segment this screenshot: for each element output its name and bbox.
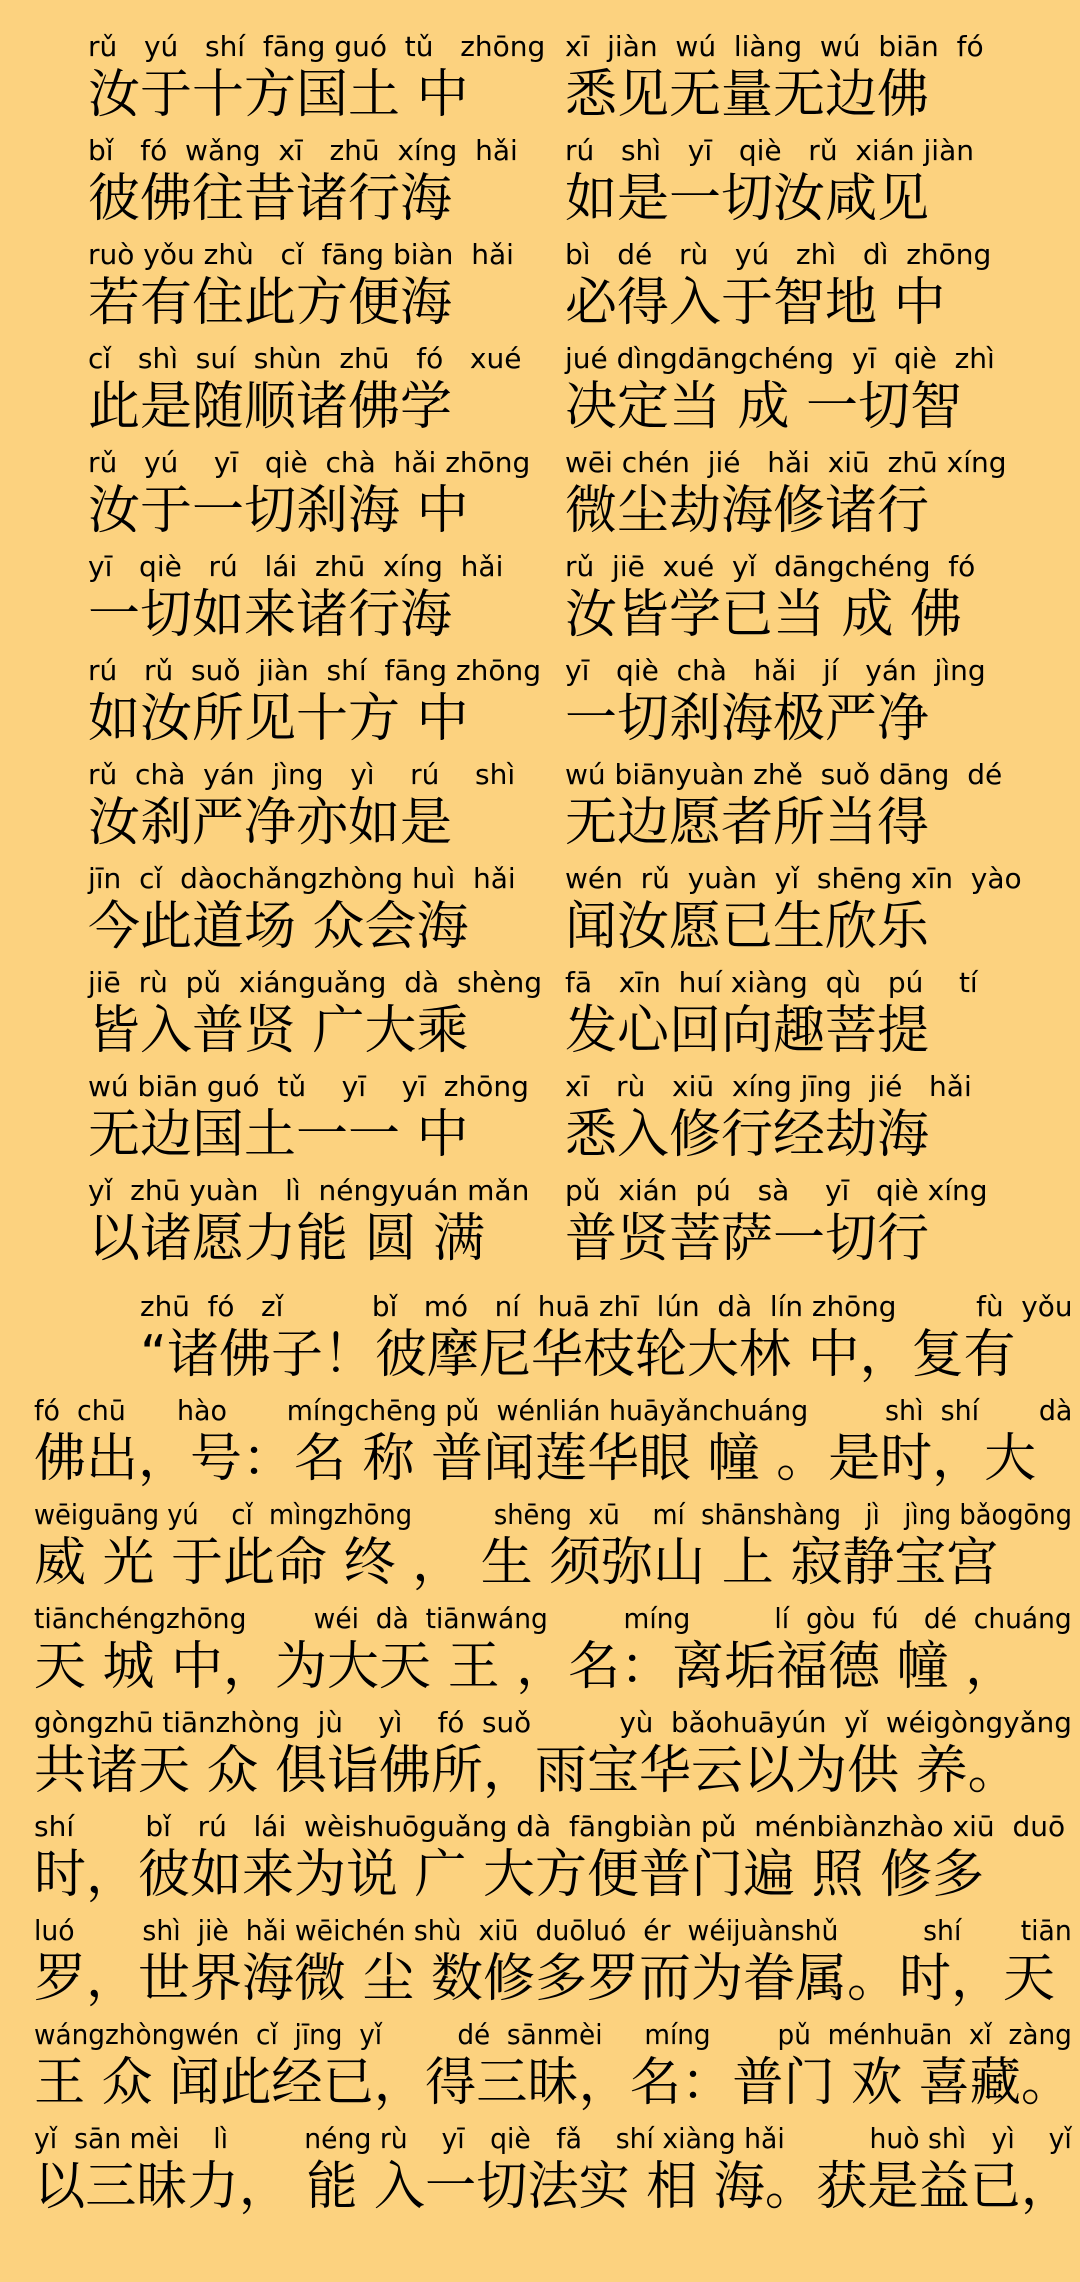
hanzi-line: 彼佛往昔诸行海: [88, 169, 453, 229]
pinyin-line: wú biānyuàn zhě suǒ dāng dé: [565, 758, 1003, 791]
hanzi-line: 时，彼如来为说 广 大方便普门遍 照 修多: [34, 1845, 985, 1905]
hanzi-line: 一切如来诸行海: [88, 585, 453, 645]
hanzi-line: 必得入于智地 中: [565, 273, 946, 333]
pinyin-line: jīn cǐ dàochǎngzhòng huì hǎi: [88, 862, 516, 895]
pinyin-line: yǐ sān mèi lì néng rù yī qiè fǎ shí xiàng hǎi huò shì yì yǐ: [34, 2122, 1072, 2155]
pinyin-line: pǔ xián pú sà yī qiè xíng: [565, 1174, 988, 1207]
pinyin-line: rǔ yú shí fāng guó tǔ zhōng: [88, 30, 546, 63]
hanzi-line: 微尘劫海修诸行: [565, 481, 930, 541]
pinyin-line: zhū fó zǐ bǐ mó ní huā zhī lún dà lín zhōng fù yǒu: [140, 1290, 1073, 1323]
pinyin-line: rú rǔ suǒ jiàn shí fāng zhōng: [88, 654, 541, 687]
pinyin-line: fó chū hào míngchēng pǔ wénlián huāyǎnchuáng shì shí dà: [34, 1394, 1073, 1427]
hanzi-line: 闻汝愿已生欣乐: [565, 897, 930, 957]
pinyin-line: wángzhòngwén cǐ jīng yǐ dé sānmèi míng pǔ ménhuān xǐ zàng: [34, 2018, 1072, 2051]
hanzi-line: 无边愿者所当得: [565, 793, 930, 853]
hanzi-line: 无边国土一一 中: [88, 1105, 469, 1165]
hanzi-line: 以三昧力， 能 入一切法实 相 海。获是益已，: [34, 2157, 1073, 2217]
hanzi-line: 汝于一切刹海 中: [88, 481, 469, 541]
hanzi-line: 佛出，号：名 称 普闻莲华眼 幢 。是时，大: [34, 1429, 1037, 1489]
hanzi-line: 皆入普贤 广大乘: [88, 1001, 469, 1061]
hanzi-line: 王 众 闻此经已，得三昧，名：普门 欢 喜藏。: [34, 2053, 1073, 2113]
pinyin-line: bì dé rù yú zhì dì zhōng: [565, 238, 992, 271]
hanzi-line: 悉见无量无边佛: [565, 65, 930, 125]
pinyin-line: rú shì yī qiè rǔ xián jiàn: [565, 134, 974, 167]
hanzi-line: 汝刹严净亦如是: [88, 793, 453, 853]
pinyin-line: xī rù xiū xíng jīng jié hǎi: [565, 1070, 972, 1103]
pinyin-line: wú biān guó tǔ yī yī zhōng: [88, 1070, 529, 1103]
hanzi-line: 普贤菩萨一切行: [565, 1209, 930, 1269]
hanzi-line: 若有住此方便海: [88, 273, 453, 333]
hanzi-line: 天 城 中，为大天 王 ，名：离垢福德 幢 ，: [34, 1637, 1018, 1697]
pinyin-line: wēi chén jié hǎi xiū zhū xíng: [565, 446, 1007, 479]
pinyin-line: yī qiè chà hǎi jí yán jìng: [565, 654, 986, 687]
hanzi-line: 如是一切汝咸见: [565, 169, 930, 229]
pinyin-line: yǐ zhū yuàn lì néngyuán mǎn: [88, 1174, 530, 1207]
pinyin-line: shí bǐ rú lái wèishuōguǎng dà fāngbiàn pǔ ménbiànzhào xiū duō: [34, 1810, 1066, 1843]
pinyin-line: jiē rù pǔ xiánguǎng dà shèng: [88, 966, 543, 999]
pinyin-line: rǔ jiē xué yǐ dāngchéng fó: [565, 550, 976, 583]
pinyin-line: xī jiàn wú liàng wú biān fó: [565, 30, 984, 63]
hanzi-line: 汝皆学已当 成 佛: [565, 585, 963, 645]
hanzi-line: “诸佛子！彼摩尼华枝轮大林 中，复有: [140, 1325, 1016, 1385]
pinyin-line: tiānchéngzhōng wéi dà tiānwáng míng lí gòu fú dé chuáng: [34, 1602, 1072, 1635]
hanzi-line: 此是随顺诸佛学: [88, 377, 453, 437]
pinyin-line: fā xīn huí xiàng qù pú tí: [565, 966, 978, 999]
hanzi-line: 一切刹海极严净: [565, 689, 930, 749]
hanzi-line: 威 光 于此命 终 ， 生 须弥山 上 寂静宝宫: [34, 1533, 999, 1593]
pinyin-line: ruò yǒu zhù cǐ fāng biàn hǎi: [88, 238, 514, 271]
pinyin-line: wēiguāng yú cǐ mìngzhōng shēng xū mí shānshàng jì jìng bǎogōng: [34, 1498, 1072, 1531]
pinyin-line: rǔ chà yán jìng yì rú shì: [88, 758, 516, 791]
pinyin-line: cǐ shì suí shùn zhū fó xué: [88, 342, 522, 375]
hanzi-line: 罗，世界海微 尘 数修多罗而为眷属。时，天: [34, 1949, 1056, 2009]
hanzi-line: 汝于十方国土 中: [88, 65, 469, 125]
pinyin-line: rǔ yú yī qiè chà hǎi zhōng: [88, 446, 531, 479]
hanzi-line: 今此道场 众会海: [88, 897, 469, 957]
hanzi-line: 如汝所见十方 中: [88, 689, 469, 749]
pinyin-line: gòngzhū tiānzhòng jù yì fó suǒ yù bǎohuāyún yǐ wéigòngyǎng: [34, 1706, 1072, 1739]
pinyin-line: wén rǔ yuàn yǐ shēng xīn yào: [565, 862, 1022, 895]
pinyin-line: bǐ fó wǎng xī zhū xíng hǎi: [88, 134, 518, 167]
hanzi-line: 决定当 成 一切智: [565, 377, 963, 437]
hanzi-line: 以诸愿力能 圆 满: [88, 1209, 486, 1269]
hanzi-line: 悉入修行经劫海: [565, 1105, 930, 1165]
pinyin-line: jué dìngdāngchéng yī qiè zhì: [565, 342, 995, 375]
pinyin-line: luó shì jiè hǎi wēichén shù xiū duōluó ér wéijuànshǔ shí tiān: [34, 1914, 1072, 1947]
pinyin-line: yī qiè rú lái zhū xíng hǎi: [88, 550, 504, 583]
hanzi-line: 发心回向趣菩提: [565, 1001, 930, 1061]
hanzi-line: 共诸天 众 俱诣佛所，雨宝华云以为供 养。: [34, 1741, 1020, 1801]
